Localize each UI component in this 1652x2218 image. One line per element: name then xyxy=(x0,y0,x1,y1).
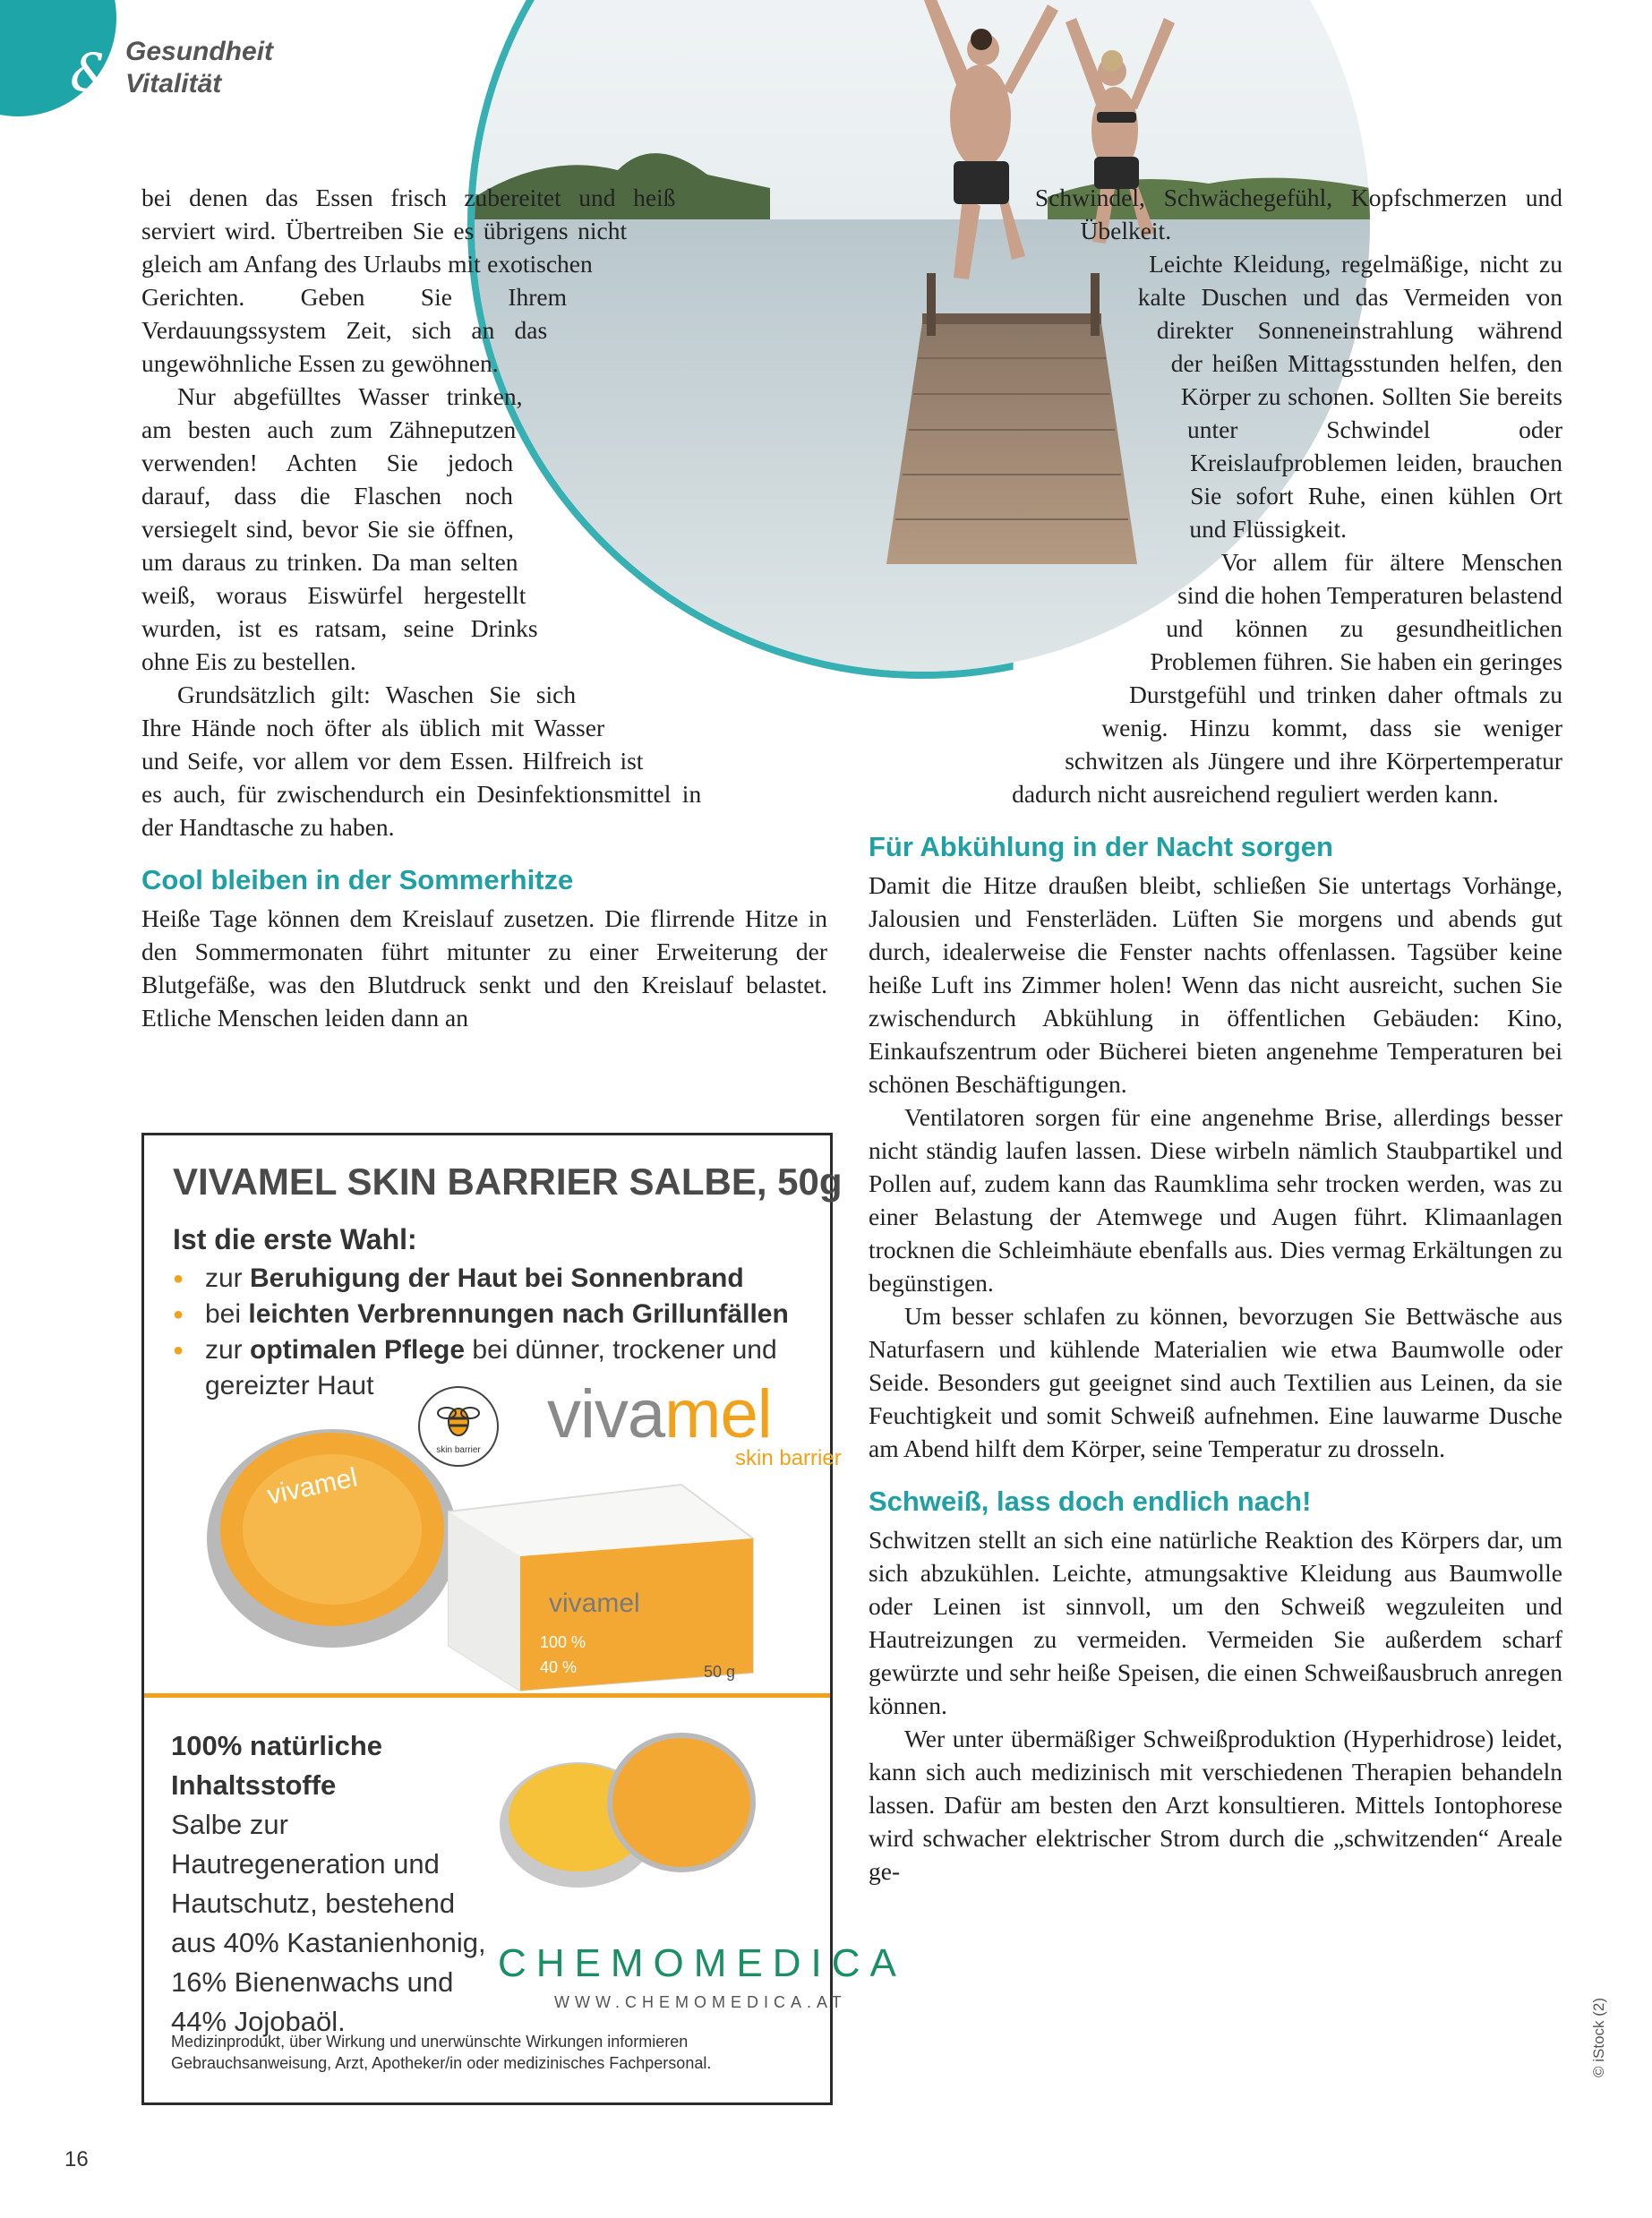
heading-night-cooling: Für Abkühlung in der Nacht sorgen xyxy=(869,831,1333,862)
ad-fineprint: Medizinprodukt, über Wirkung und unerwünschte Wirkungen informieren Gebrauchsanweisung, Arzt, Apotheker/in oder medizinisches Fachpersonal. xyxy=(171,2033,712,2072)
product-image xyxy=(180,1404,807,1700)
left-paragraph-4: Heiße Tage können dem Kreislauf zusetzen. Die flirrende Hitze in den Sommermonaten führt mitunter zu einer Erweiterung der Blutgefäße, was den Blutdruck senkt und den Kreislauf belastet. Etliche Menschen leiden dann an xyxy=(141,904,827,1032)
section-title xyxy=(125,36,273,100)
jar-brand-label: vivamel xyxy=(264,1462,360,1511)
box-weight-label: 50 g xyxy=(704,1663,736,1681)
right-paragraph-8: Wer unter übermäßiger Schweißproduktion (Hyperhidrose) leidet, kann sich auch medizinisch mit verschiedenen Therapien behandeln lassen. Dafür am besten den Arzt konsultieren. Mittels Iontophorese wird schwacher elektrischer Strom durch die „schwitzenden“ Areale ge- xyxy=(869,1725,1562,1885)
box-brand-label: vivamel xyxy=(549,1589,640,1618)
vivamel-advertisement[interactable] xyxy=(141,1133,906,2105)
bee-logo-label: skin barrier xyxy=(436,1445,481,1455)
ad-title: VIVAMEL SKIN BARRIER SALBE, 50g xyxy=(173,1160,843,1203)
vivamel-logo: vivamel xyxy=(547,1376,772,1452)
right-paragraph-4: Damit die Hitze draußen bleibt, schließen Sie untertags Vorhänge, Jalousien und Fensterläden. Lüften Sie morgens und abends gut durch, idealerweise die Fenster nachts offenlassen. Tagsüber keine heiße Luft ins Zimmer holen! Wenn das nicht ausreicht, suchen Sie zwischendurch Abkühlung in öffentlichen Gebäuden: Kino, Einkaufszentrum oder Bücherei bieten angenehme Temperaturen bei schönen Beschäftigungen. xyxy=(869,871,1562,1098)
left-column xyxy=(141,181,827,1034)
ad-benefit-item: ● bei leichten Verbrennungen nach Grillunfällen xyxy=(173,1297,800,1332)
ad-ingredients-text: 100% natürliche Inhaltsstoffe Salbe zur Hautregeneration und Hautschutz, bestehend aus 40% Kastanienhonig, 16% Bienenwachs und 44% Jojobaöl. xyxy=(171,1730,486,2037)
chemomedica-logo: CHEMOMEDICA xyxy=(498,1941,906,1985)
right-paragraph-1: Schwindel, Schwächegefühl, Kopfschmerzen und Übelkeit. xyxy=(1034,184,1562,244)
heading-cool-summer: Cool bleiben in der Sommerhitze xyxy=(141,864,574,895)
box-40-label: 40 % xyxy=(540,1658,578,1676)
right-paragraph-5: Ventilatoren sorgen für eine angenehme Brise, allerdings besser nicht ständig laufen lassen. Diese wirbeln nämlich Staubpartikel und Pollen auf, zudem kann das Raumklima sehr trocken werden, was zu einer Belastung der Atemwege und Augen führt. Klimaanlagen trocknen die Schleimhäute ebenfalls aus. Dies vermag Erkältungen zu begünstigen. xyxy=(869,1103,1562,1297)
left-paragraph-3: Grundsätzlich gilt: Waschen Sie sich Ihre Hände noch öfter als üblich mit Wasser und Seife, vor allem vor dem Essen. Hilfreich ist es auch, für zwischendurch ein Desinfektionsmittel in der Handtasche zu haben. xyxy=(141,681,702,841)
photo-credit: © iStock (2) xyxy=(1590,1997,1607,2077)
right-paragraph-2: Leichte Kleidung, regelmäßige, nicht zu kalte Duschen und das Vermeiden von direkter Sonneneinstrahlung während der heißen Mittagsstunden helfen, den Körper zu schonen. Sollten Sie bereits unter Schwindel oder Kreislaufproblemen leiden, brauchen Sie sofort Ruhe, einen kühlen Ort und Flüssigkeit. xyxy=(1137,250,1562,543)
ad-divider xyxy=(144,1691,830,1700)
right-paragraph-3: Vor allem für ältere Menschen sind die hohen Temperaturen belastend und können zu gesundheitlichen Problemen führen. Sie haben ein geringes Durstgefühl und trinken daher oftmals zu wenig. Hinzu kommt, dass sie weniger schwitzen als Jüngere und ihre Körpertemperatur dadurch nicht ausreichend reguliert werden kann. xyxy=(1012,548,1562,808)
ad-benefit-item: ● zur optimalen Pflege bei dünner, trockener und xyxy=(173,1332,800,1368)
right-paragraph-6: Um besser schlafen zu können, bevorzugen Sie Bettwäsche aus Naturfasern und kühlende Materialien wie etwa Baumwolle oder Seide. Besonders gut geeignet sind auch Textilien aus Leinen, da sie Feuchtigkeit und somit Schweiß aufnehmen. Eine lauwarme Dusche am Abend hilft dem Körper, seine Temperatur zu drosseln. xyxy=(869,1302,1562,1462)
ad-subtitle: Ist die erste Wahl: xyxy=(173,1223,417,1255)
left-paragraph-2: Nur abgefülltes Wasser trinken, am besten auch zum Zähneputzen verwenden! Achten Sie jedoch darauf, dass die Flaschen noch versiegelt sind, bevor Sie sie öffnen, um daraus zu trinken. Da man selten weiß, woraus Eiswürfel hergestellt wurden, ist es ratsam, seine Drinks ohne Eis zu bestellen. xyxy=(141,382,538,675)
page-number: 16 xyxy=(64,2147,89,2171)
vivamel-logo-tagline: skin barrier xyxy=(735,1446,842,1470)
chemomedica-url[interactable]: WWW.CHEMOMEDICA.AT xyxy=(554,1993,847,2011)
ad-benefit-item: ● zur Beruhigung der Haut bei Sonnenbrand xyxy=(173,1261,800,1297)
section-ampersand: & xyxy=(70,42,116,103)
left-paragraph-1: bei denen das Essen frisch zubereitet und heiß serviert wird. Übertreiben Sie es übrigens nicht gleich am Anfang des Urlaubs mit exotischen Gerichten. Geben Sie Ihrem Verdauungssystem Zeit, sich an das ungewöhnliche Essen zu gewöhnen. xyxy=(141,184,676,377)
right-column xyxy=(869,181,1562,1888)
section-title-line2: Vitalität xyxy=(125,69,222,98)
heading-sweat: Schweiß, lass doch endlich nach! xyxy=(869,1486,1312,1517)
product-open-jar-image xyxy=(493,1717,762,1905)
box-100-label: 100 % xyxy=(540,1633,586,1651)
ad-benefit-item-continuation: gereizter Haut xyxy=(205,1371,374,1400)
section-title-line1: Gesundheit xyxy=(125,37,274,66)
right-paragraph-7: Schwitzen stellt an sich eine natürliche Reaktion des Körpers dar, um sich abzukühlen. Leichte, atmungsaktive Kleidung aus Baumwolle oder Leinen ist sinnvoll, um den Schweiß wegzuleiten und Hautreizungen zu vermeiden. Vermeiden Sie außerdem scharf gewürzte und sehr heiße Speisen, die einen Schweißausbruch anregen können. xyxy=(869,1526,1562,1719)
